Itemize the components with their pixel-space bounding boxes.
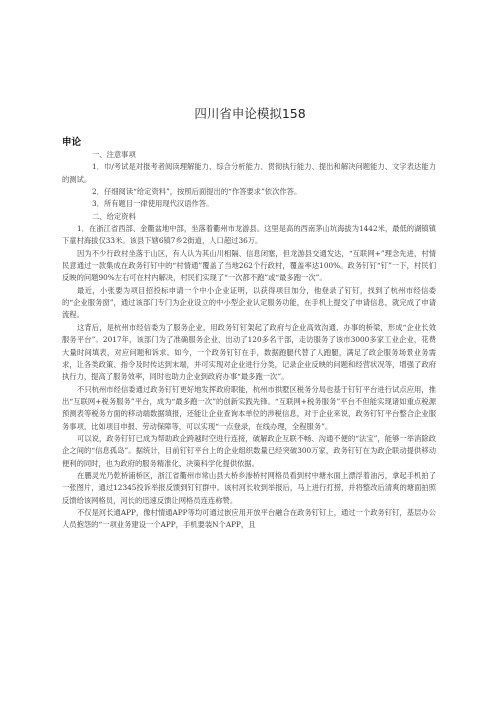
paragraph: 二、给定资料 (92, 211, 136, 221)
paragraph: 这背后，是杭州市经信委为了服务企业，用政务钉钉架起了政府与企业高效沟通、办事的桥梁，形成“企业长效服务平台”。2017年，该部门为了准确服务企业，出动了120多名干部，走访服务了该市3000多家工业企业，花费大量时间填表，对应问题和诉求。如今，一个政务钉钉在手，数据跑腿代替了人跑腿，满足了政企服务场景业务需求，让各类政策、指令及时传达到末端，并可实现对企业进行分类，记录企业反映的问题和经营状况等，增强了政府执行力，提高了服务效率，同时也助力企业到政府办事“最多跑一次”。 (62, 322, 436, 382)
paragraph: 因为不少行政村坐落于山区，有人认为其山川相隔、信息闭塞，但龙游县交通发达，“互联网+”理念先进，村情民意通过一款集成在政务钉钉中的“村情通”覆盖了当地262个行政村，覆盖率达100%。政务钉钉“钉”一下，村民们反映的问题90%左右可在村内解决，村民们实现了“一次都不跑”或“最多跑一次”。 (62, 248, 436, 283)
paragraph: 1．巾/考试是对报考者阅读理解能力、综合分析能力、贯彻执行能力、提出和解决问题能力、文字表达能力的测试。 (62, 162, 436, 184)
paragraph: 在鹏灵光乃乾桥浦桥区，浙江省衢州市常山县大桥乡渗桥村网格员看到村中塘水面上漂浮着油污，拿起手机拍了一张图片，通过12345投诉举报反馈到钉钉群中。该村河长收到举报后，马上进行打捞，并将整改后清爽的塘面拍照反馈给该网格员，河长的迅速反馈让网格员连连称赞。 (62, 470, 436, 505)
paragraph: 一、注意事项 (92, 150, 136, 159)
document-body (62, 149, 436, 532)
paragraph: 不仅是河长通APP，像村情通APP等均可通过嵌应用开放平台融合在政务钉钉上，通过一个政务钉钉，基层办公人员抱怨的“一项业务建设一个APP，手机要装N个APP，且 (62, 507, 436, 530)
paragraph: 可以说，政务钉钉已成为帮助政企跨越时空进行连接，破解政企互联不畅、沟通不便的“法宝”，能够一举消除政企之间的“信息孤岛”。据统计，目前钉钉平台上的企业组织数量已经突破300万家，政务钉钉在为政企联动提供移动便利的同时，也为政府的服务精准化、决策科学化提供依据。 (62, 433, 436, 468)
paragraph: 3．所有题目一律使用现代汉语作答。 (92, 199, 214, 209)
paragraph: 不只杭州市经信委通过政务钉钉更好地发挥政府职能，杭州市拱墅区税务分局也基于钉钉平台进行试点应用，推出“互联网+税务服务”平台，成为“最多跑一次”的创新实践先锋。“互联网+税务服务”平台不但能实现诸如重点税源预测表等税务方面的移动端数据填报，还能让企业查询本单位的涉税信息，对于企业来说，政务钉钉平台整合企业服务事项，比如项目申报、劳动保障等，可以实现“一点登录，在线办理，全程服务”。 (62, 384, 436, 431)
section-heading: 申论 (62, 137, 82, 148)
paragraph: 1．在浙江省西部、金衢盆地中部，坐落着衢州市龙游县。这里是高的西南茅山坑海拔为1442米，最低的湖镇镇下童村海拔仅33米。该县下辖6镇7乡2街道，人口超过36万。 (62, 224, 436, 246)
paragraph: 最近，小张要为项目招投标申请一个中小企业证明，以获得项目加分，他登录了钉钉，找到了杭州市经信委的“企业服务窗”，通过该部门专门为企业设立的中小型企业认定服务功能，在手机上提交了申请信息，就完成了申请流程。 (62, 285, 436, 320)
document-title: 四川省申论模拟158 (194, 106, 306, 121)
paragraph: 2．仔细阅读“给定资料”，按照后面提出的“作答要求”依次作答。 (92, 187, 302, 197)
